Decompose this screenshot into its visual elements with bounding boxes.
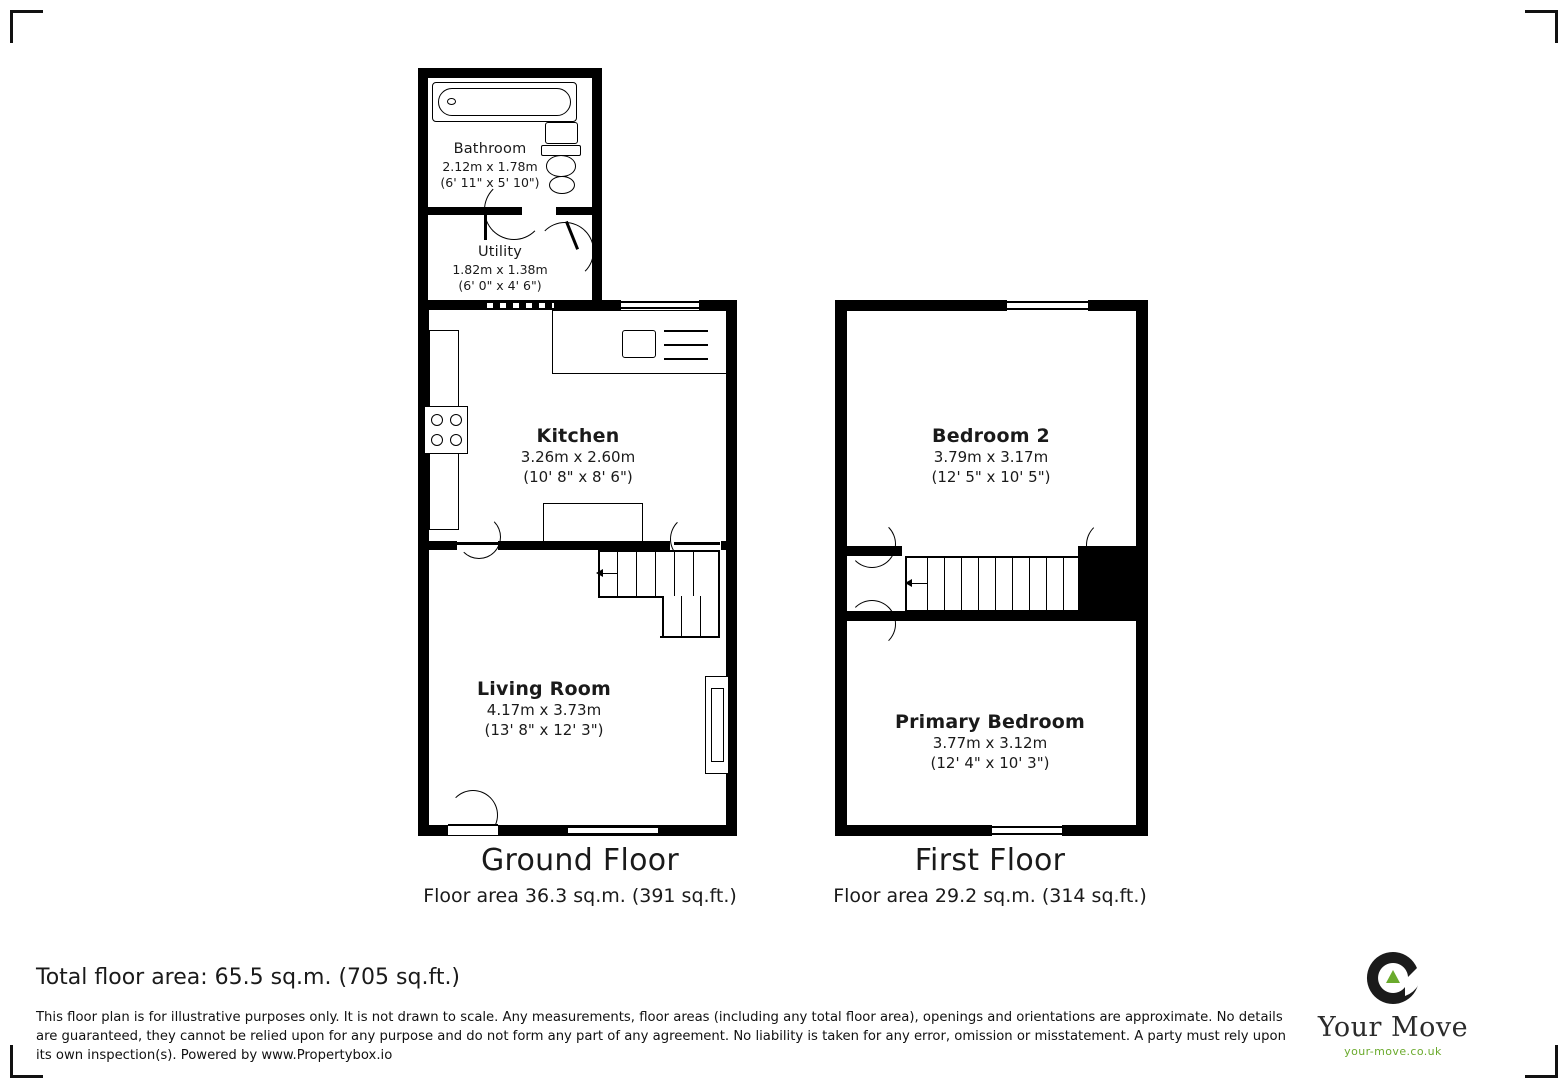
hob-ring-1: [431, 414, 443, 426]
room-dim-metric-bedroom-2: 3.79m x 3.17m: [933, 448, 1049, 467]
room-label-bathroom: [380, 140, 600, 191]
kitchen-hob-unit: [424, 406, 468, 454]
brand-name: Your Move: [1317, 1012, 1469, 1043]
wall-first-bottom-right: [1062, 825, 1148, 836]
stair-tread-6: [681, 596, 682, 636]
first-stair-direction-arrow-head: [905, 579, 912, 587]
room-label-primary-bedroom: [880, 710, 1100, 773]
window-kitchen-rear: [621, 301, 699, 309]
room-name-primary-bedroom: Primary Bedroom: [894, 711, 1086, 733]
first-stair-tread-4: [978, 556, 979, 611]
first-stair-tread-7: [1029, 556, 1030, 611]
kitchen-sink-basin: [622, 330, 656, 358]
stair-outline-bottom: [660, 636, 720, 638]
room-dim-metric-utility: 1.82m x 1.38m: [452, 261, 548, 277]
wall-bathroom-utility-divider-right: [556, 207, 596, 215]
stair-outline-mid-v: [662, 596, 664, 638]
brand-logo: [1278, 950, 1508, 1058]
kitchen-door-arc-left: [457, 515, 501, 559]
stair-direction-arrow-head: [596, 569, 603, 577]
first-stair-tread-8: [1046, 556, 1047, 611]
window-bedroom2-rear: [1007, 301, 1088, 310]
hob-ring-3: [431, 434, 443, 446]
room-name-living-room: Living Room: [477, 678, 611, 700]
wall-ground-left: [418, 308, 429, 836]
wall-first-top-right: [1088, 300, 1148, 311]
room-label-bedroom-2: [881, 424, 1101, 487]
hob-ring-2: [450, 414, 462, 426]
your-move-ring-logo-icon: [1365, 950, 1421, 1006]
wall-bathroom-top: [418, 68, 602, 78]
kitchen-island-unit: [543, 503, 643, 545]
stair-tread-5: [693, 550, 694, 596]
first-stair-tread-9: [1063, 556, 1064, 611]
bathtub-inner: [438, 88, 571, 116]
total-floor-area: Total floor area: 65.5 sq.m. (705 sq.ft.): [36, 965, 461, 990]
kitchen-sink-drainer-line-1: [664, 330, 708, 332]
wall-kitchen-living-divider-mid: [498, 541, 670, 550]
first-stair-tread-2: [944, 556, 945, 611]
kitchen-door-leaf-right: [674, 542, 720, 545]
first-stair-outline-bottom: [905, 610, 1079, 612]
landing-door-arc-right: [1086, 520, 1136, 570]
kitchen-sink-drainer-line-2: [664, 344, 708, 346]
wall-landing-lower-edge: [902, 611, 1136, 621]
room-dim-imperial-living-room: (13' 8" x 12' 3"): [484, 720, 604, 739]
wall-bathroom-door-frame: [522, 207, 556, 215]
front-door-opening: [448, 826, 498, 835]
crop-mark-top-right: [1525, 10, 1558, 43]
bathtub-plug-icon: [447, 98, 456, 105]
room-dim-metric-bathroom: 2.12m x 1.78m: [442, 158, 538, 174]
primary-bedroom-door-leaf: [850, 612, 896, 615]
primary-bedroom-door-arc: [848, 600, 896, 648]
room-name-kitchen: Kitchen: [536, 425, 620, 447]
room-name-bedroom-2: Bedroom 2: [932, 425, 1050, 447]
ground-floor-area: Floor area 36.3 sq.m. (391 sq.ft.): [423, 885, 737, 907]
ground-floor-title: Ground Floor: [480, 843, 680, 878]
room-dim-metric-kitchen: 3.26m x 2.60m: [520, 448, 636, 467]
room-dim-metric-primary-bedroom: 3.77m x 3.12m: [932, 734, 1048, 753]
room-label-utility: [390, 243, 610, 294]
first-floor-caption: [770, 843, 1210, 907]
first-stair-tread-3: [961, 556, 962, 611]
first-stair-outline-top: [905, 556, 1079, 558]
wall-kitchen-living-divider-right: [721, 541, 737, 550]
disclaimer-text: This floor plan is for illustrative purposes only. It is not drawn to scale. Any measurements, floor areas (including any total floor area), openings and orientations are approximate. No details are guaranteed, they cannot be relied upon for any purpose and do not form any part of any agreement. No liability is taken for any error, omission or misstatement. A party must rely upon its own inspection(s). Powered by www.Propertybox.io: [36, 1010, 1286, 1064]
kitchen-door-leaf-left: [457, 542, 501, 545]
bedroom2-door-leaf: [850, 547, 896, 550]
stair-outline-mid-h: [598, 596, 664, 598]
bathroom-door-leaf: [484, 208, 487, 240]
room-dim-imperial-utility: (6' 0" x 4' 6"): [458, 277, 542, 293]
room-label-living-room: [434, 677, 654, 740]
first-stair-tread-5: [995, 556, 996, 611]
hob-ring-4: [450, 434, 462, 446]
brand-url: your-move.co.uk: [1344, 1045, 1442, 1058]
stair-tread-2: [636, 550, 637, 596]
stair-outline-right: [718, 550, 720, 638]
landing-door-leaf-right: [1088, 547, 1136, 550]
first-floor-title: First Floor: [914, 843, 1066, 878]
fireplace-recess-inner: [711, 688, 724, 762]
wall-kitchen-top-right: [699, 300, 737, 310]
window-primary-bedroom-front: [992, 826, 1062, 835]
bedroom2-door-arc: [848, 520, 896, 568]
ground-floor-caption: [355, 843, 805, 907]
room-dim-imperial-kitchen: (10' 8" x 8' 6"): [523, 467, 633, 486]
wall-first-left: [835, 300, 847, 836]
room-name-utility: Utility: [477, 244, 523, 260]
stair-tread-3: [655, 550, 656, 596]
crop-mark-top-left: [10, 10, 43, 43]
room-dim-imperial-primary-bedroom: (12' 4" x 10' 3"): [930, 753, 1050, 772]
wall-first-right: [1136, 300, 1148, 836]
wall-first-top-left: [835, 300, 1007, 311]
wall-kitchen-top-left: [601, 300, 621, 310]
kitchen-sink-drainer-line-3: [664, 358, 708, 360]
first-floor-area: Floor area 29.2 sq.m. (314 sq.ft.): [833, 885, 1147, 907]
stair-tread-7: [700, 596, 701, 636]
wall-first-bottom-left: [835, 825, 992, 836]
stair-tread-4: [674, 550, 675, 596]
first-stair-tread-6: [1012, 556, 1013, 611]
wall-kitchen-living-divider-left: [429, 541, 457, 550]
opening-utility-kitchen: [480, 303, 554, 308]
room-dim-imperial-bedroom-2: (12' 5" x 10' 5"): [931, 467, 1051, 486]
crop-mark-bottom-right: [1525, 1045, 1558, 1078]
room-name-bathroom: Bathroom: [453, 141, 527, 157]
room-label-kitchen: [468, 424, 688, 487]
wall-stairwell-right-side: [1078, 546, 1086, 621]
room-dim-metric-living-room: 4.17m x 3.73m: [486, 701, 602, 720]
room-dim-imperial-bathroom: (6' 11" x 5' 10"): [440, 174, 540, 190]
window-living-room-front: [568, 826, 658, 835]
